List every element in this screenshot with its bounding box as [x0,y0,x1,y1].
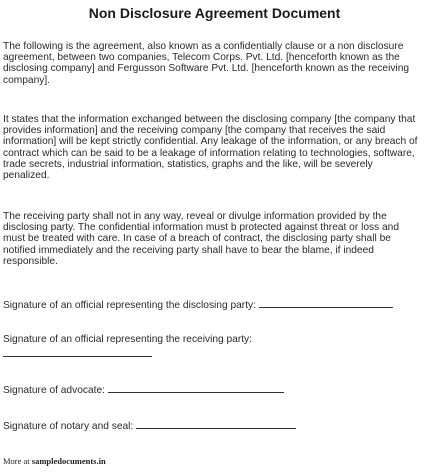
signature-notary-line [136,418,296,429]
signature-advocate [3,382,284,397]
signature-notary-label: Signature of notary and seal: [3,421,134,432]
paragraph-receiving-party-obligations: The receiving party shall not in any way, reveal or divulge information provided by the disclosing party. The confidential information must b protected against threat or loss and must be treated with care. In case of a breach of contract, the disclosing party shall be notified immediately and the receiving party shall have to bear the blame, if indeed responsible. [3,211,400,267]
signature-advocate-line [108,382,284,393]
footer-site-link[interactable]: sampledocuments.in [31,456,106,466]
paragraph-agreement-parties: The following is the agreement, also known as a confidentially clause or a non disclosure agreement, between two companies, Telecom Corps. Pvt. Ltd. [henceforth known as the disclosing company] and Fergusson Software Pvt. Ltd. [henceforth known as the receiving company]. [3,41,410,86]
footer-prefix: More at [3,456,30,466]
signature-disclosing-party [3,297,393,312]
paragraph-confidentiality-terms: It states that the information exchanged between the disclosing company [the company that provides information] and the receiving company [the company that receives the said information] will be kept strictly confidential. Any leakage of the information, or any breach of contract which can be said to be a leakage of information relating to technologies, software, trade secrets, industrial information, statistics, graphs and the like, will be severely penalized. [3,114,418,182]
signature-disclosing-line [259,297,393,308]
signature-receiving-line [3,346,152,357]
signature-receiving-party [3,334,252,346]
document-title: Non Disclosure Agreement Document [88,5,341,21]
footer-credit [3,456,106,466]
signature-advocate-label: Signature of advocate: [3,385,105,396]
signature-notary [3,418,296,433]
signature-receiving-label: Signature of an official representing the receiving party: [3,334,252,345]
signature-disclosing-label: Signature of an official representing the disclosing party: [3,300,256,311]
